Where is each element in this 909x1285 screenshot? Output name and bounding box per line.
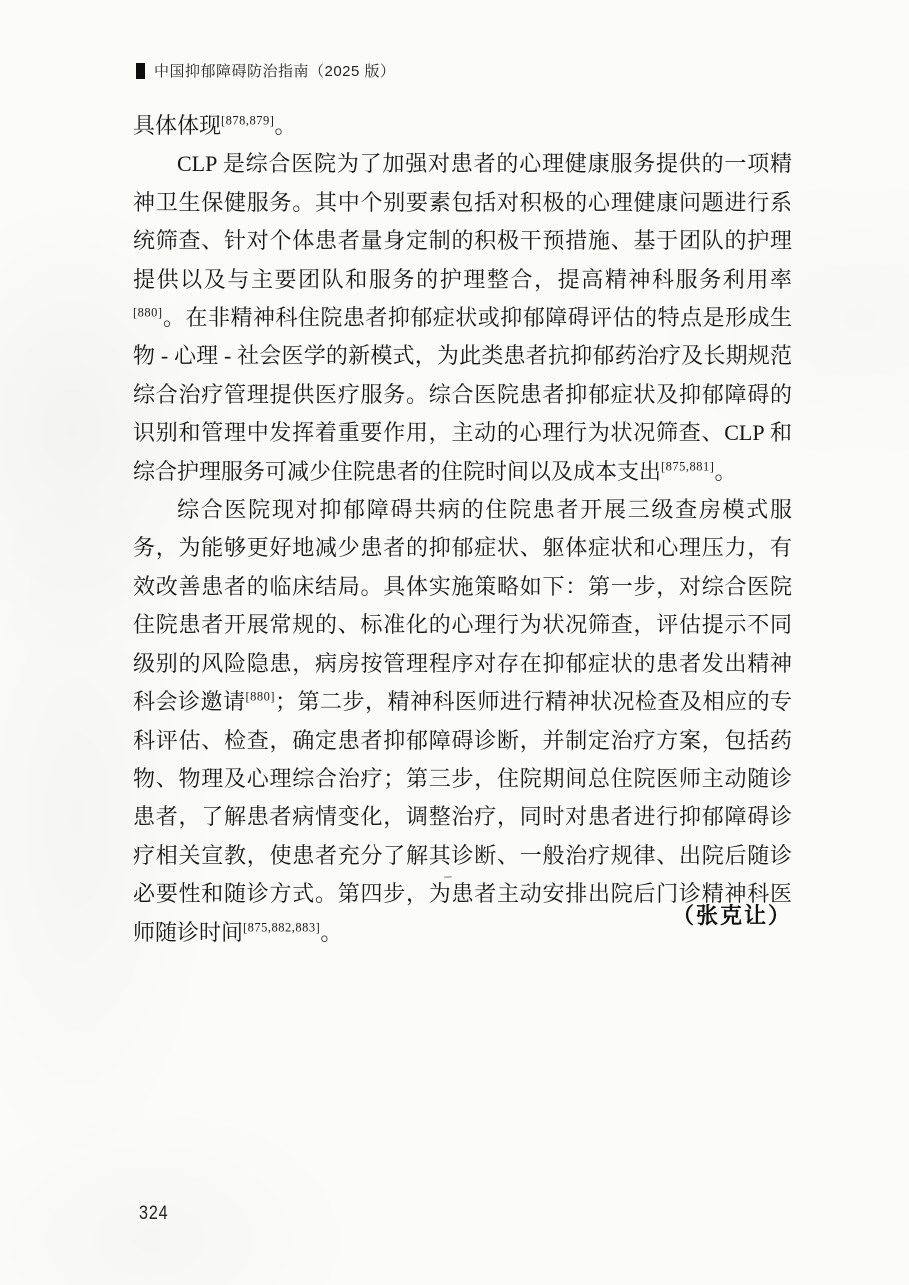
page-number: 324 xyxy=(139,1203,169,1224)
citation-superscript: [880] xyxy=(245,689,276,704)
header-bar-icon xyxy=(136,63,145,79)
paragraph xyxy=(133,107,792,145)
citation-superscript: [875,882,883] xyxy=(243,920,321,935)
running-header xyxy=(136,60,396,81)
author-signature-row xyxy=(133,899,792,930)
author-signature: （张克让） xyxy=(671,903,792,928)
header-title: 中国抑郁障碍防治指南（2025 版） xyxy=(154,63,396,80)
text-run: ；第二步，精神科医师进行精神状况检查及相应的专科评估、检查，确定患者抑郁障碍诊断，并制定治疗方案，包括药物、物理及心理综合治疗；第三步，住院期间总住院医师主动随诊患者，了解患者病情变化，调整治疗，同时对患者进行抑郁障碍诊疗相关宣教，使患者充分了解其诊断、一般治疗规律、出院后随诊必要性和随诊方式。第四步，为患者主动安排出院后门诊精神科医师随诊时间 xyxy=(133,689,792,945)
text-run: 。 xyxy=(714,458,737,484)
text-run: CLP 是综合医院为了加强对患者的心理健康服务提供的一项精神卫生保健服务。其中个别要素包括对积极的心理健康问题进行系统筛查、针对个体患者量身定制的积极干预措施、基于团队的护理提供以及与主要团队和服务的护理整合，提高精神科服务利用率 xyxy=(133,151,792,292)
citation-superscript: [875,881] xyxy=(661,459,715,474)
citation-superscript: [878,879] xyxy=(221,113,275,128)
text-run: 。 xyxy=(274,113,297,138)
body-text xyxy=(133,107,792,952)
text-run: 综合医院现对抑郁障碍共病的住院患者开展三级查房模式服务，为能够更好地减少患者的抑郁症状、躯体症状和心理压力，有效改善患者的临床结局。具体实施策略如下：第一步，对综合医院住院患者开展常规的、标准化的心理行为状况筛查，评估提示不同级别的风险隐患，病房按管理程序对存在抑郁症状的患者发出精神科会诊邀请 xyxy=(133,497,792,715)
paragraph xyxy=(133,491,792,952)
text-run: 具体体现 xyxy=(133,113,222,138)
citation-superscript: [880] xyxy=(133,305,163,320)
paragraph xyxy=(133,145,792,491)
text-run: 。 xyxy=(320,919,343,945)
text-run: 。在非精神科住院患者抑郁症状或抑郁障碍评估的特点是形成生物 - 心理 - 社会医学的新模式，为此类患者抗抑郁药治疗及长期规范综合治疗管理提供医疗服务。综合医院患者抑郁症状及抑郁障碍的识别和管理中发挥着重要作用，主动的心理行为状况筛查、CLP 和综合护理服务可减少住院患者的住院时间以及成本支出 xyxy=(133,305,792,484)
